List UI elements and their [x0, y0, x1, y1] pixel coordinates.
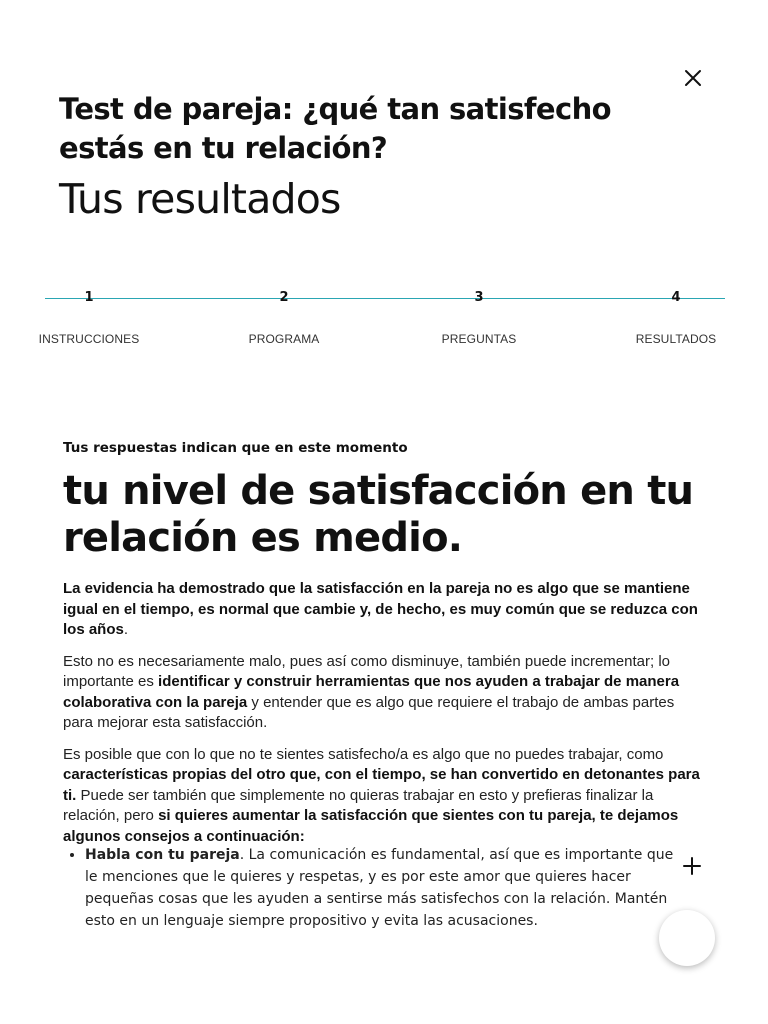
- step-resultados: [616, 290, 736, 346]
- paragraph-bold: La evidencia ha demostrado que la satisfacción en la pareja no es algo que se mantiene igual en el tiempo, es normal que cambie y, de hecho, es muy común que se reduzca con los años: [63, 580, 698, 638]
- step-number: 3: [474, 290, 484, 305]
- paragraph-text: Esto no es necesariamente malo, pues así como disminuye, también puede incrementar; lo importante es: [63, 652, 670, 690]
- step-label: PREGUNTAS: [441, 332, 517, 346]
- paragraph-evidence: [63, 579, 703, 641]
- results-title: Tus resultados: [59, 175, 341, 223]
- paragraph-options: [63, 745, 703, 848]
- tip-text: . La comunicación es fundamental, así que es importante que le menciones que le quieres y respetas, y es por este amor que quieres hacer pequeñas cosas que les ayuden a sentirse más satisfechos con la relación. Mantén esto en un lenguaje siempre propositivo y evita las acusaciones.: [85, 847, 674, 929]
- step-preguntas: [419, 290, 539, 346]
- step-number: 2: [279, 290, 289, 305]
- step-label: INSTRUCCIONES: [38, 332, 140, 346]
- paragraph-bold: identificar y construir herramientas que nos ayuden a trabajar de manera colaborativa con la pareja: [63, 673, 680, 711]
- step-instrucciones: [29, 290, 149, 346]
- result-explanation: [63, 579, 703, 858]
- paragraph-text: Es posible que con lo que no te sientes satisfecho/a es algo que no puedes trabajar, como: [63, 745, 664, 763]
- step-number: 1: [84, 290, 94, 305]
- result-intro: Tus respuestas indican que en este momento: [63, 440, 408, 456]
- step-label: PROGRAMA: [248, 332, 320, 346]
- paragraph-text: .: [123, 621, 129, 638]
- paragraph-bold: características propias del otro que, con el tiempo, se han convertido en detonantes para ti.: [63, 766, 700, 804]
- result-headline: tu nivel de satisfacción en tu relación es medio.: [63, 468, 694, 561]
- step-number: 4: [671, 290, 681, 305]
- close-icon: [681, 66, 705, 90]
- paragraph-tools: [63, 652, 703, 734]
- plus-icon: [681, 855, 703, 877]
- step-programa: [224, 290, 344, 346]
- page-title: Test de pareja: ¿qué tan satisfecho estás en tu relación?: [59, 92, 611, 165]
- floating-action-button[interactable]: [659, 910, 715, 966]
- close-button[interactable]: [681, 66, 705, 90]
- step-label: RESULTADOS: [635, 332, 717, 346]
- paragraph-text: Puede ser también que simplemente no quieras trabajar en esto y prefieras finalizar la relación, pero: [63, 786, 654, 824]
- paragraph-bold: si quieres aumentar la satisfacción que sientes con tu pareja, te dejamos algunos consejos a continuación:: [63, 807, 679, 845]
- paragraph-text: y entender que es algo que requiere el trabajo de ambas partes para mejorar esta satisfacción.: [63, 693, 675, 731]
- tips-list: [63, 844, 685, 932]
- expand-button[interactable]: [681, 855, 703, 877]
- tip-bold: Habla con tu pareja: [85, 847, 240, 863]
- list-item: [85, 844, 685, 932]
